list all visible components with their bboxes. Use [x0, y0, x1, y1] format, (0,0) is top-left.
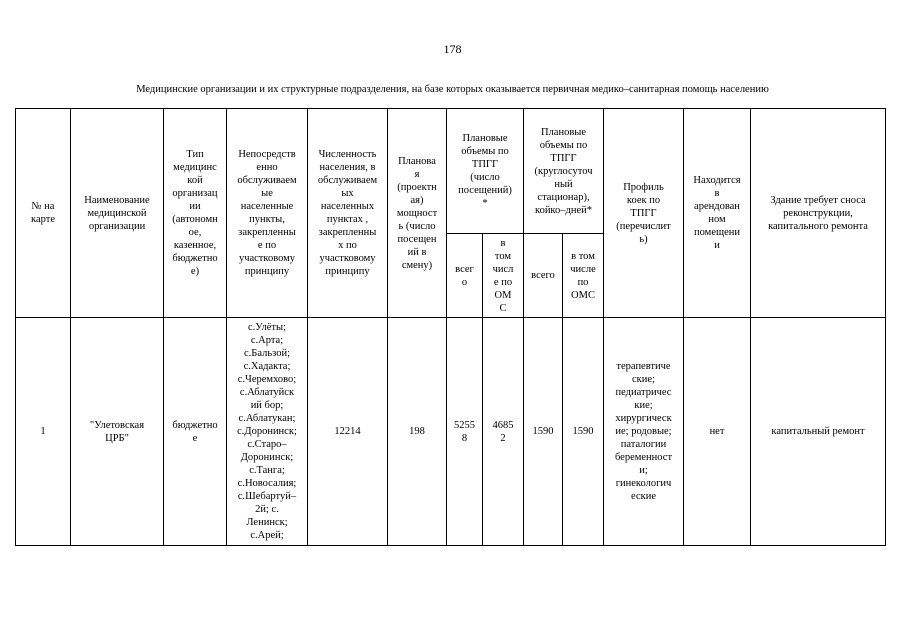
- cell-planned-capacity: 198: [388, 318, 447, 546]
- subheader-beds-oms: в том числе по ОМС: [563, 234, 604, 318]
- header-planned-capacity: Планова я (проектн ая) мощност ь (число посещен ий в смену): [388, 109, 447, 318]
- document-title: Медицинские организации и их структурные подразделения, на базе которых оказывается первичная медико–санитарная помощь населению: [136, 84, 769, 95]
- cell-building-status: капитальный ремонт: [751, 318, 886, 546]
- cell-organization-name: "Улетовская ЦРБ": [71, 318, 164, 546]
- header-tpgg-visits: Плановые объемы по ТПГГ (число посещений) *: [447, 109, 524, 234]
- header-served-settlements: Непосредств енно обслуживаем ые населенные пункты, закрепленны е по участковому принципу: [227, 109, 308, 318]
- table-header-row: [16, 109, 886, 234]
- cell-organization-type: бюджетно е: [164, 318, 227, 546]
- header-building-status: Здание требует сноса реконструкции, капитального ремонта: [751, 109, 886, 318]
- cell-beds-oms: 1590: [563, 318, 604, 546]
- header-organization-type: Тип медицинс кой организац ии (автономн ое, казенное, бюджетно е): [164, 109, 227, 318]
- subheader-visits-total: всег о: [447, 234, 483, 318]
- cell-served-settlements: с.Улёты; с.Арта; с.Бальзой; с.Хадакта; с.Черемхово; с.Аблатуйск ий бор; с.Аблатукан; с.Доронинск; с.Старо– Доронинск; с.Танга; с.Новосалия; с.Шебартуй– 2й; с. Ленинск; с.Арей;: [227, 318, 308, 546]
- header-organization-name: Наименование медицинской организации: [71, 109, 164, 318]
- header-tpgg-bed-days: Плановые объемы по ТПГГ (круглосуточ ный стационар), койко–дней*: [524, 109, 604, 234]
- header-rented-premises: Находится в арендован ном помещени и: [684, 109, 751, 318]
- cell-map-number: 1: [16, 318, 71, 546]
- cell-visits-total: 5255 8: [447, 318, 483, 546]
- cell-bed-profile: терапевтиче ские; педиатричес кие; хирургическ ие; родовые; паталогии беременност и; гинекологич еские: [604, 318, 684, 546]
- header-bed-profile: Профиль коек по ТПГГ (перечислит ь): [604, 109, 684, 318]
- header-population: Численность населения, в обслуживаем ых населенных пунктах , закрепленны х по участковому принципу: [308, 109, 388, 318]
- medical-organizations-table: [15, 108, 886, 546]
- subheader-visits-oms: в том числ е по ОМ С: [483, 234, 524, 318]
- cell-visits-oms: 4685 2: [483, 318, 524, 546]
- subheader-beds-total: всего: [524, 234, 563, 318]
- table-row: [16, 318, 886, 546]
- cell-beds-total: 1590: [524, 318, 563, 546]
- cell-rented-premises: нет: [684, 318, 751, 546]
- page-number: 178: [443, 42, 462, 56]
- cell-population: 12214: [308, 318, 388, 546]
- header-map-number: № на карте: [16, 109, 71, 318]
